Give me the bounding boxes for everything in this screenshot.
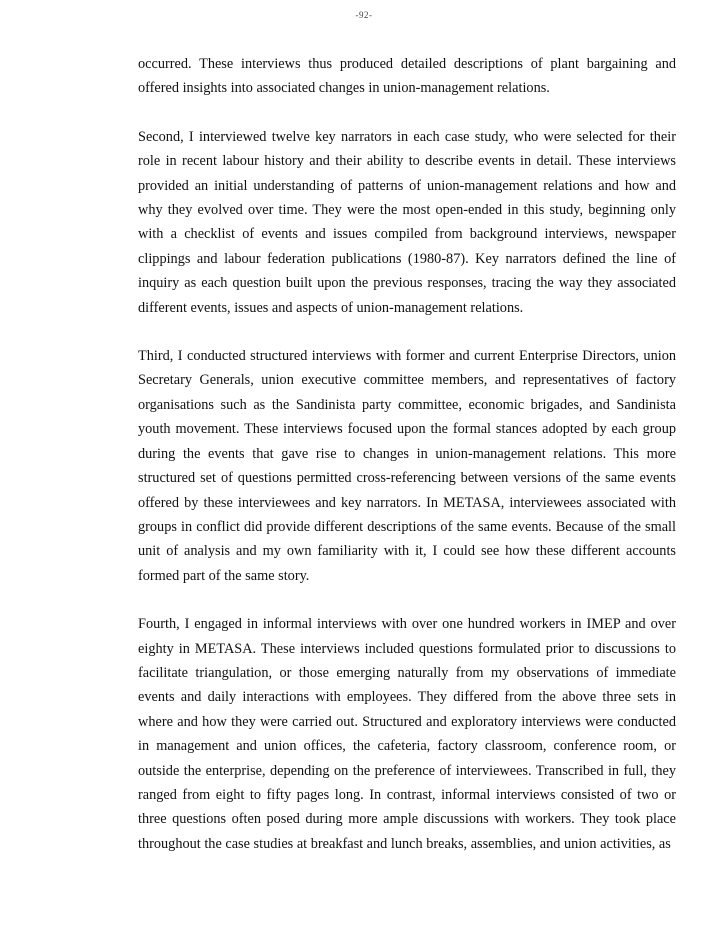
document-body bbox=[138, 52, 676, 856]
paragraph-continuation: occurred. These interviews thus produced detailed descriptions of plant bargaining and offered insights into associated changes in union-management relations. bbox=[138, 56, 676, 97]
paragraph-key-narrators: Second, I interviewed twelve key narrators in each case study, who were selected for their role in recent labour history and their ability to describe events in detail. These interviews provided an initial understanding of patterns of union-management relations and how and why they evolved over time. They were the most open-ended in this study, beginning only with a checklist of events and issues compiled from background interviews, newspaper clippings and labour federation publications (1980-87). Key narrators defined the line of inquiry as each question built upon the previous responses, tracing the way they associated different events, issues and aspects of union-management relations. bbox=[138, 128, 676, 316]
page-number: -92- bbox=[355, 10, 373, 20]
paragraph-informal-interviews: Fourth, I engaged in informal interviews with over one hundred workers in IMEP and over eighty in METASA. These interviews included questions formulated prior to discussions to facilitate triangulation, or those emerging naturally from my observations of immediate events and daily interactions with employees. They differed from the above three sets in where and how they were carried out. Structured and exploratory interviews were conducted in management and union offices, the cafeteria, factory classroom, conference room, or outside the enterprise, depending on the preference of interviewees. Transcribed in full, they ranged from eight to fifty pages long. In contrast, informal interviews consisted of two or three questions often posed during more ample discussions with workers. They took place throughout the case studies at breakfast and lunch breaks, assemblies, and union activities, as bbox=[138, 616, 676, 852]
paragraph-structured-interviews: Third, I conducted structured interviews with former and current Enterprise Directors, union Secretary Generals, union executive committee members, and representatives of factory organisations such as the Sandinista party committee, economic brigades, and Sandinista youth movement. These interviews focused upon the formal stances adopted by each group during the events that gave rise to changes in union-management relations. This more structured set of questions permitted cross-referencing between versions of the same events offered by these interviewees and key narrators. In METASA, interviewees associated with groups in conflict did provide different descriptions of the same events. Because of the small unit of analysis and my own familiarity with it, I could see how these different accounts formed part of the same story. bbox=[138, 348, 676, 584]
